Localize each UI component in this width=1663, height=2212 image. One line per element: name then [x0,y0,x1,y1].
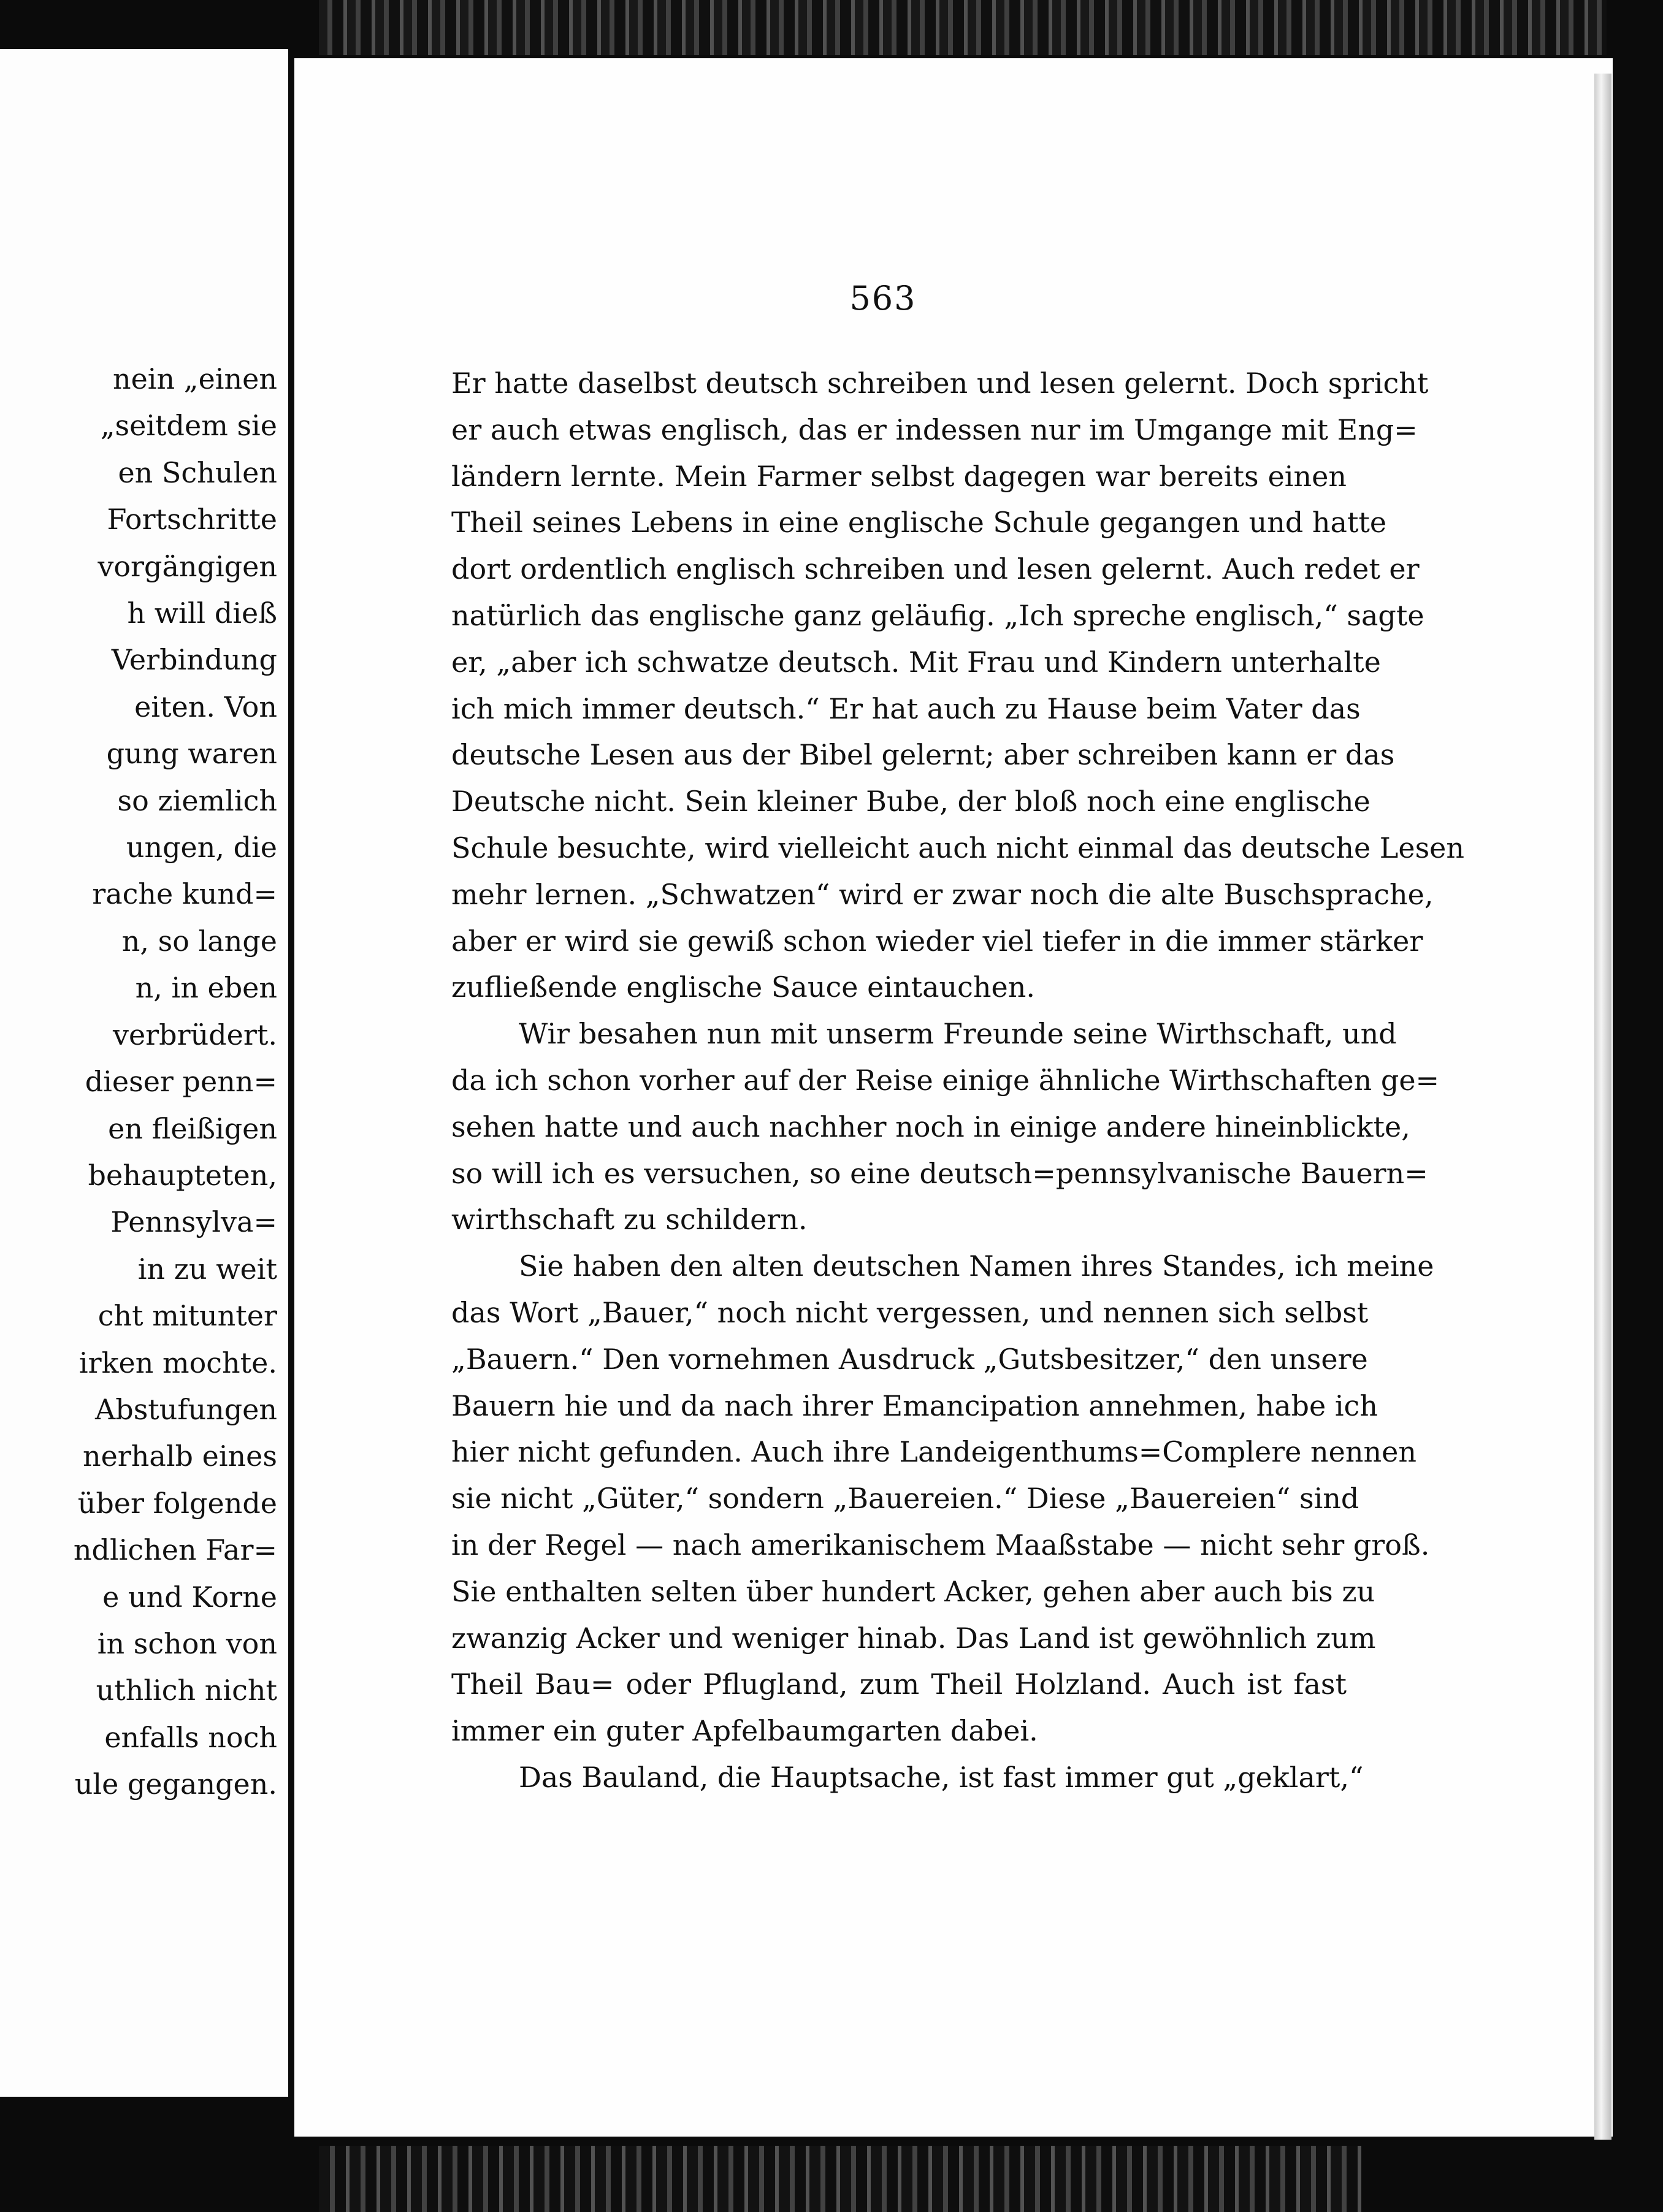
text-line: immer ein guter Apfelbaumgarten dabei. [451,1714,1038,1748]
left-text-line: n, so lange [121,924,277,958]
text-line: Schule besuchte, wird vielleicht auch nicht einmal das deutsche Lesen [451,831,1465,864]
text-line: Das Bauland, die Hauptsache, ist fast immer gut „geklart,“ [519,1760,1364,1794]
text-line: zufließende englische Sauce eintauchen. [451,971,1036,1004]
left-text-line: ule gegangen. [74,1768,277,1801]
left-text-line: verbrüdert. [112,1018,277,1051]
text-line: so will ich es versuchen, so eine deutsch=pennsylvanische Bauern= [451,1156,1428,1190]
text-line: sie nicht „Güter,“ sondern „Bauereien.“ Diese „Bauereien“ sind [451,1482,1359,1516]
text-line: sehen hatte und auch nachher noch in einige andere hineinblickte, [451,1110,1410,1143]
text-line: „Bauern.“ Den vornehmen Ausdruck „Gutsbesitzer,“ den unsere [451,1342,1368,1376]
page-number: 563 [849,279,917,318]
left-text-line: „seitdem sie [100,409,277,443]
left-text-line: ndlichen Far= [73,1533,277,1567]
left-text-line: in zu weit [137,1252,277,1286]
text-line: aber er wird sie gewiß schon wieder viel tiefer in die immer stärker [451,924,1423,958]
left-text-line: Verbindung [111,643,277,677]
left-text-line: uthlich nicht [96,1674,277,1707]
text-line: mehr lernen. „Schwatzen“ wird er zwar noch die alte Buschsprache, [451,877,1434,911]
right-page-text [451,360,1465,1801]
left-text-line: behaupteten, [88,1158,277,1192]
scan-border-bottom [319,2146,1361,2212]
left-text-line: über folgende [77,1486,277,1520]
text-line: Sie enthalten selten über hundert Acker, gehen aber auch bis zu [451,1574,1375,1608]
left-text-line: ungen, die [126,831,277,864]
text-line: das Wort „Bauer,“ noch nicht vergessen, und nennen sich selbst [451,1295,1369,1329]
left-text-line: Abstufungen [95,1392,277,1426]
scan-border-top [319,0,1607,55]
left-text-line: so ziemlich [117,784,277,817]
text-line: Er hatte daselbst deutsch schreiben und lesen gelernt. Doch spricht [451,367,1429,400]
text-line: ich mich immer deutsch.“ Er hat auch zu Hause beim Vater das [451,692,1361,725]
page-edge [1594,74,1611,2140]
left-text-line: eiten. Von [134,690,277,723]
text-line: Bauern hie und da nach ihrer Emancipation annehmen, habe ich [451,1389,1378,1422]
text-line: zwanzig Acker und weniger hinab. Das Land ist gewöhnlich zum [451,1621,1376,1655]
text-line: Deutsche nicht. Sein kleiner Bube, der bloß noch eine englische [451,785,1371,818]
text-line: Sie haben den alten deutschen Namen ihres Standes, ich meine [519,1249,1434,1283]
left-page [0,49,288,2097]
left-text-line: gung waren [106,737,277,771]
left-text-line: en fleißigen [108,1112,277,1145]
left-text-line: dieser penn= [85,1065,277,1099]
text-line: Theil Bau= oder Pflugland, zum Theil Holzland. Auch ist fast [451,1668,1347,1701]
text-line: dort ordentlich englisch schreiben und lesen gelernt. Auch redet er [451,552,1420,586]
left-text-line: en Schulen [118,456,277,489]
left-text-line: nein „einen [112,362,277,395]
left-text-line: rache kund= [92,877,277,911]
left-text-line: enfalls noch [104,1720,277,1754]
text-line: da ich schon vorher auf der Reise einige ähnliche Wirthschaften ge= [451,1063,1440,1097]
text-line: in der Regel — nach amerikanischem Maaßstabe — nicht sehr groß. [451,1528,1430,1562]
text-line: Wir besahen nun mit unserm Freunde seine Wirthschaft, und [519,1017,1397,1051]
text-line: er, „aber ich schwatze deutsch. Mit Frau und Kindern unterhalte [451,645,1381,679]
left-text-line: n, in eben [135,971,277,1005]
left-text-line: Pennsylva= [110,1205,277,1239]
left-text-line: h will dieß [127,597,277,630]
text-line: natürlich das englische ganz geläufig. „Ich spreche englisch,“ sagte [451,598,1424,632]
text-line: deutsche Lesen aus der Bibel gelernt; aber schreiben kann er das [451,738,1395,772]
left-text-line: Fortschritte [107,503,277,536]
left-text-line: cht mitunter [97,1299,277,1333]
text-line: ländern lernte. Mein Farmer selbst dagegen war bereits einen [451,459,1347,493]
left-text-line: in schon von [97,1627,277,1660]
text-line: Theil seines Lebens in eine englische Schule gegangen und hatte [451,506,1387,540]
left-text-line: irken mochte. [78,1346,277,1379]
text-line: wirthschaft zu schildern. [451,1203,808,1237]
left-text-line: nerhalb eines [82,1440,277,1473]
left-text-line: e und Korne [102,1580,277,1614]
text-line: hier nicht gefunden. Auch ihre Landeigenthums=Complere nennen [451,1435,1416,1469]
text-line: er auch etwas englisch, das er indessen nur im Umgange mit Eng= [451,413,1418,446]
left-text-line: vorgängigen [97,549,277,583]
left-page-text [0,356,277,1808]
